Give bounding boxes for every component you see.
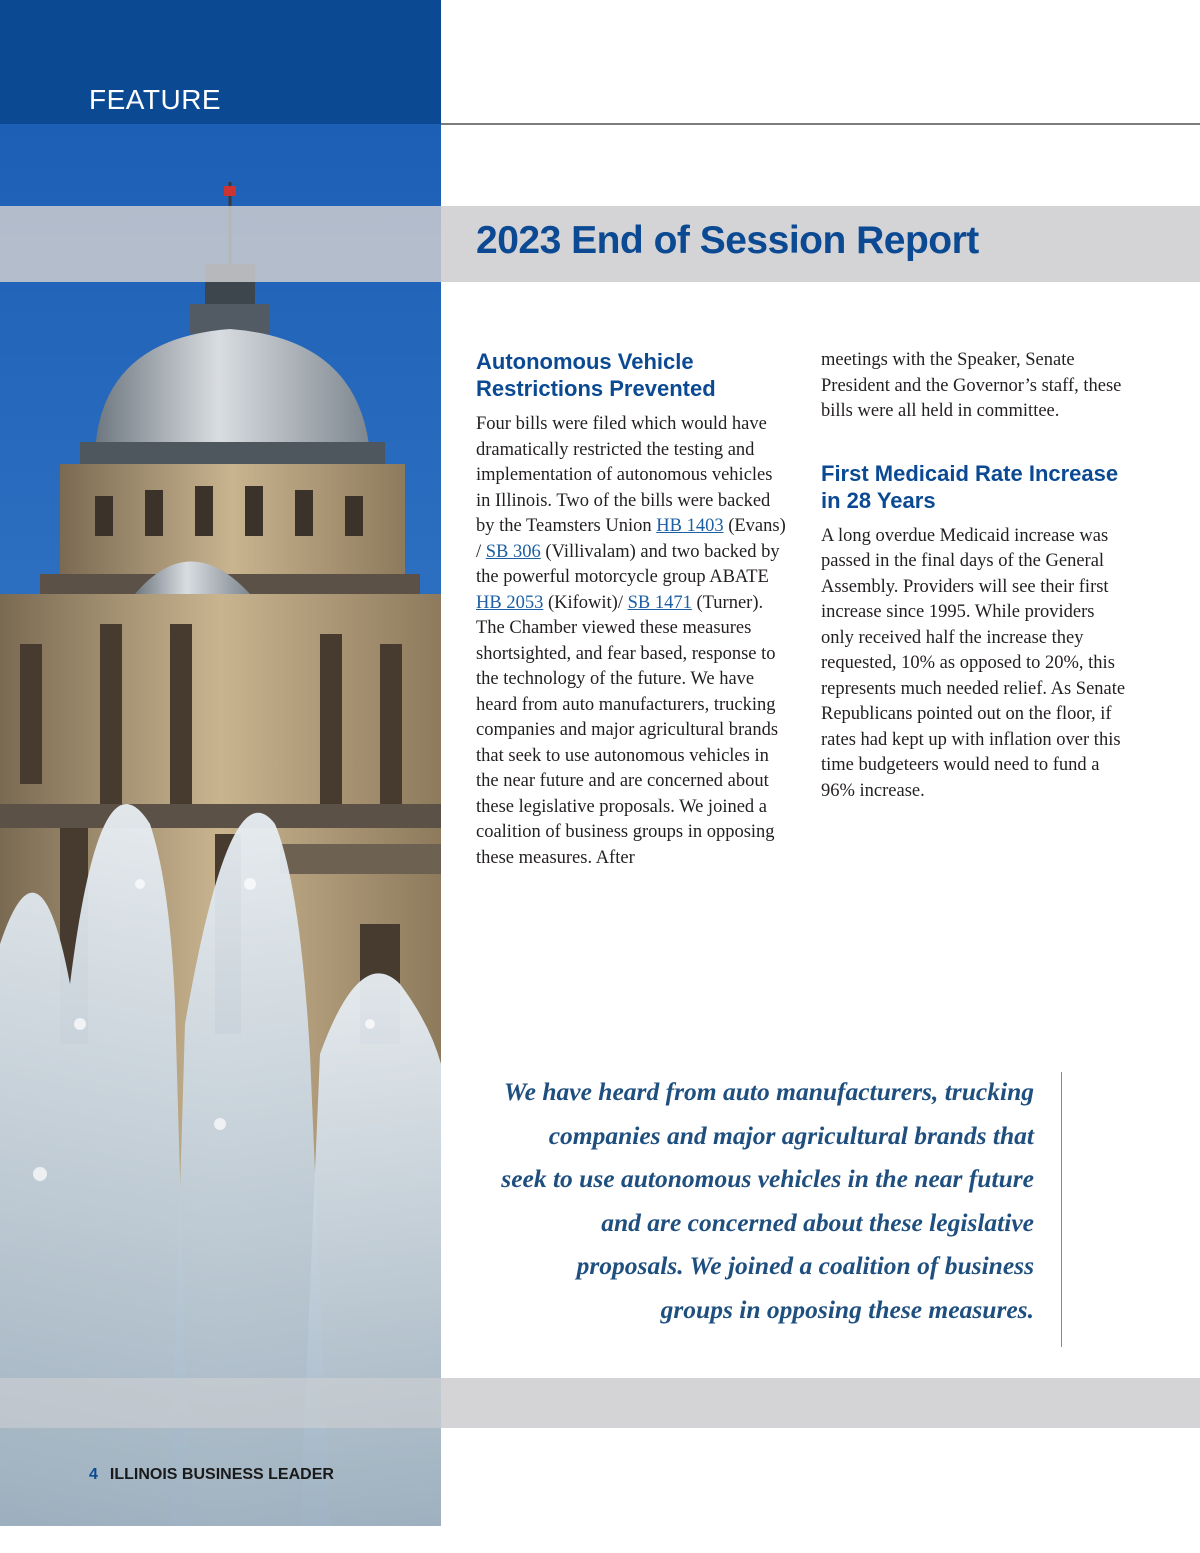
bill-link-sb306[interactable]: SB 306 [485, 541, 541, 562]
body-text: (Evans) / [476, 516, 786, 562]
body-text: (Villivalam) and two backed by the powerful motorcycle group ABATE [476, 541, 780, 587]
article-paragraph-medicaid: A long overdue Medicaid increase was passed in the final days of the General Assembly. Providers will see their first increase since 1995. While providers only received half the increase they requested, 10% as opposed to 20%, this represents much needed relief. As Senate Republicans pointed out on the floor, if rates had kept up with inflation over this time budgeteers would need to fund a 96% increase. [821, 525, 1126, 801]
page-title: 2023 End of Session Report [476, 219, 979, 262]
capitol-fountain-photo [0, 124, 441, 1526]
article-paragraph-autonomous [476, 412, 786, 871]
pull-quote: We have heard from auto manufacturers, trucking companies and major agricultural brands that seek to use autonomous vehicles in the near future and are concerned about these legislative proposals. We joined a coalition of business groups in opposing these measures. [501, 1077, 1034, 1324]
pull-quote-rule [1061, 1072, 1062, 1347]
body-text: Four bills were filed which would have dramatically restricted the testing and implementation of autonomous vehicles in Illinois. Two of the bills were backed by the Teamsters Union [476, 414, 773, 536]
article-paragraph-continuation: meetings with the Speaker, Senate President and the Governor’s staff, these bills were all held in committee. [821, 350, 1122, 421]
feature-band [0, 0, 441, 124]
section-heading-medicaid: First Medicaid Rate Increase in 28 Years [821, 460, 1119, 513]
header-rule [441, 123, 1200, 125]
section-heading-autonomous: Autonomous Vehicle Restrictions Prevented [476, 349, 716, 401]
body-text: (Kifowit)/ [543, 592, 628, 613]
body-text: (Turner). The Chamber viewed these measures shortsighted, and fear based, response to the technology of the future. We have heard from auto manufacturers, trucking companies and major agricultural brands that seek to use autonomous vehicles in the near future and are concerned about these legislative proposals. We joined a coalition of business groups in opposing these measures. After [476, 592, 779, 868]
article-column-2 [821, 348, 1131, 804]
page-number: 4 [89, 1466, 98, 1483]
bill-link-hb1403[interactable]: HB 1403 [656, 516, 724, 536]
page-footer [89, 1466, 334, 1484]
bill-link-sb1471[interactable]: SB 1471 [627, 592, 692, 613]
section-label: FEATURE [89, 84, 222, 115]
bottom-band [441, 1378, 1200, 1428]
bottom-band-overlay [0, 1378, 441, 1428]
bill-link-hb2053[interactable]: HB 2053 [476, 592, 544, 613]
publication-name: ILLINOIS BUSINESS LEADER [109, 1466, 334, 1483]
article-column-1 [476, 348, 786, 871]
